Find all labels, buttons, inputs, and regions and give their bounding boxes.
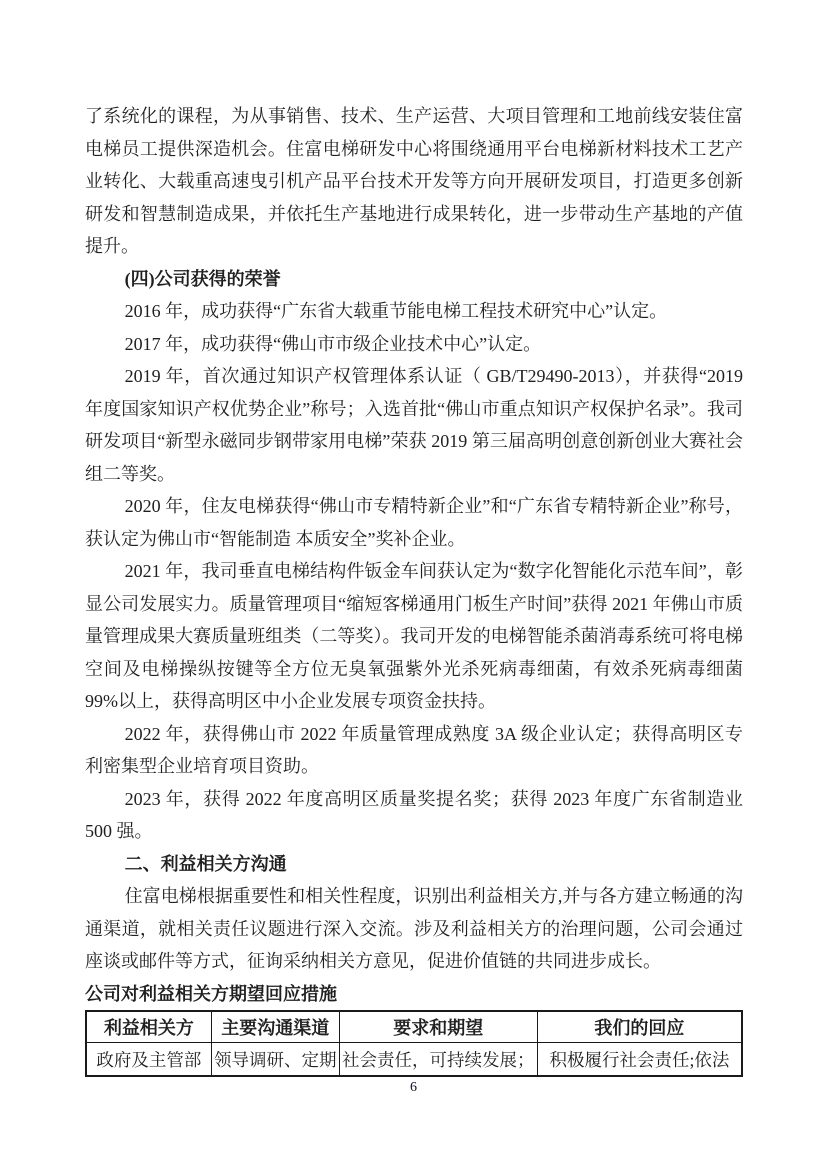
paragraph-stakeholder-communication: 住富电梯根据重要性和相关性程度，识别出利益相关方,并与各方建立畅通的沟通渠道，就相关责任议题进行深入交流。涉及利益相关方的治理问题，公司会通过座谈或邮件等方式，征询采纳相关方意见，促进价值链的共同进步成长。 [85, 886, 743, 971]
heading-stakeholder-communication: 二、利益相关方沟通 [124, 853, 287, 874]
table-header-our-response: 我们的回应 [537, 1011, 742, 1043]
table-cell-requirements-expectations: 社会责任，可持续发展； [339, 1043, 537, 1077]
table-row-government [86, 1043, 742, 1077]
table-header-row [86, 1011, 742, 1043]
table-header-requirements-expectations: 要求和期望 [339, 1011, 537, 1043]
table-cell-stakeholder: 政府及主管部 [86, 1043, 211, 1077]
paragraph-honor-2022: 2022 年，获得佛山市 2022 年质量管理成熟度 3A 级企业认定；获得高明区专利密集型企业培育项目资助。 [85, 723, 743, 776]
paragraph-honor-2019: 2019 年，首次通过知识产权管理体系认证（ GB/T29490-2013），并获得“2019 年度国家知识产权优势企业”称号；入选首批“佛山市重点知识产权保护名录”。我司研发项目“新型永磁同步钢带家用电梯”荣获 2019 第三届高明创意创新创业大赛社会组二等奖。 [85, 366, 743, 484]
page-number: 6 [410, 1080, 417, 1095]
table-header-communication-channel: 主要沟通渠道 [211, 1011, 339, 1043]
paragraph-training-continuation: 了系统化的课程，为从事销售、技术、生产运营、大项目管理和工地前线安装住富电梯员工提供深造机会。住富电梯研发中心将围绕通用平台电梯新材料技术工艺产业转化、大载重高速曳引机产品平台技术开发等方向开展研发项目，打造更多创新研发和智慧制造成果，并依托生产基地进行成果转化，进一步带动生产基地的产值提升。 [85, 106, 743, 256]
paragraph-honor-2023: 2023 年，获得 2022 年度高明区质量奖提名奖；获得 2023 年度广东省制造业 500 强。 [85, 788, 743, 841]
heading-company-honors: (四)公司获得的荣誉 [124, 268, 281, 289]
paragraph-honor-2020: 2020 年，住友电梯获得“佛山市专精特新企业”和“广东省专精特新企业”称号，获认定为佛山市“智能制造 本质安全”奖补企业。 [85, 496, 743, 549]
table-cell-our-response: 积极履行社会责任;依法 [537, 1043, 742, 1077]
paragraph-honor-2017: 2017 年，成功获得“佛山市市级企业技术中心”认定。 [124, 333, 542, 354]
paragraph-honor-2016: 2016 年，成功获得“广东省大载重节能电梯工程技术研究中心”认定。 [124, 301, 668, 321]
table-header-stakeholder: 利益相关方 [86, 1011, 211, 1043]
table-title: 公司对利益相关方期望回应措施 [85, 983, 337, 1004]
stakeholder-response-table [85, 1010, 743, 1077]
table-cell-communication-channel: 领导调研、定期 [211, 1043, 339, 1077]
paragraph-honor-2021: 2021 年，我司垂直电梯结构件钣金车间获认定为“数字化智能化示范车间”，彰显公司发展实力。质量管理项目“缩短客梯通用门板生产时间”获得 2021 年佛山市质量管理成果大赛质量班组类（二等奖）。我司开发的电梯智能杀菌消毒系统可将电梯空间及电梯操纵按键等全方位无臭氧强紫外光杀死病毒细菌，有效杀死病毒细菌99%以上，获得高明区中小企业发展专项资金扶持。 [85, 561, 743, 711]
